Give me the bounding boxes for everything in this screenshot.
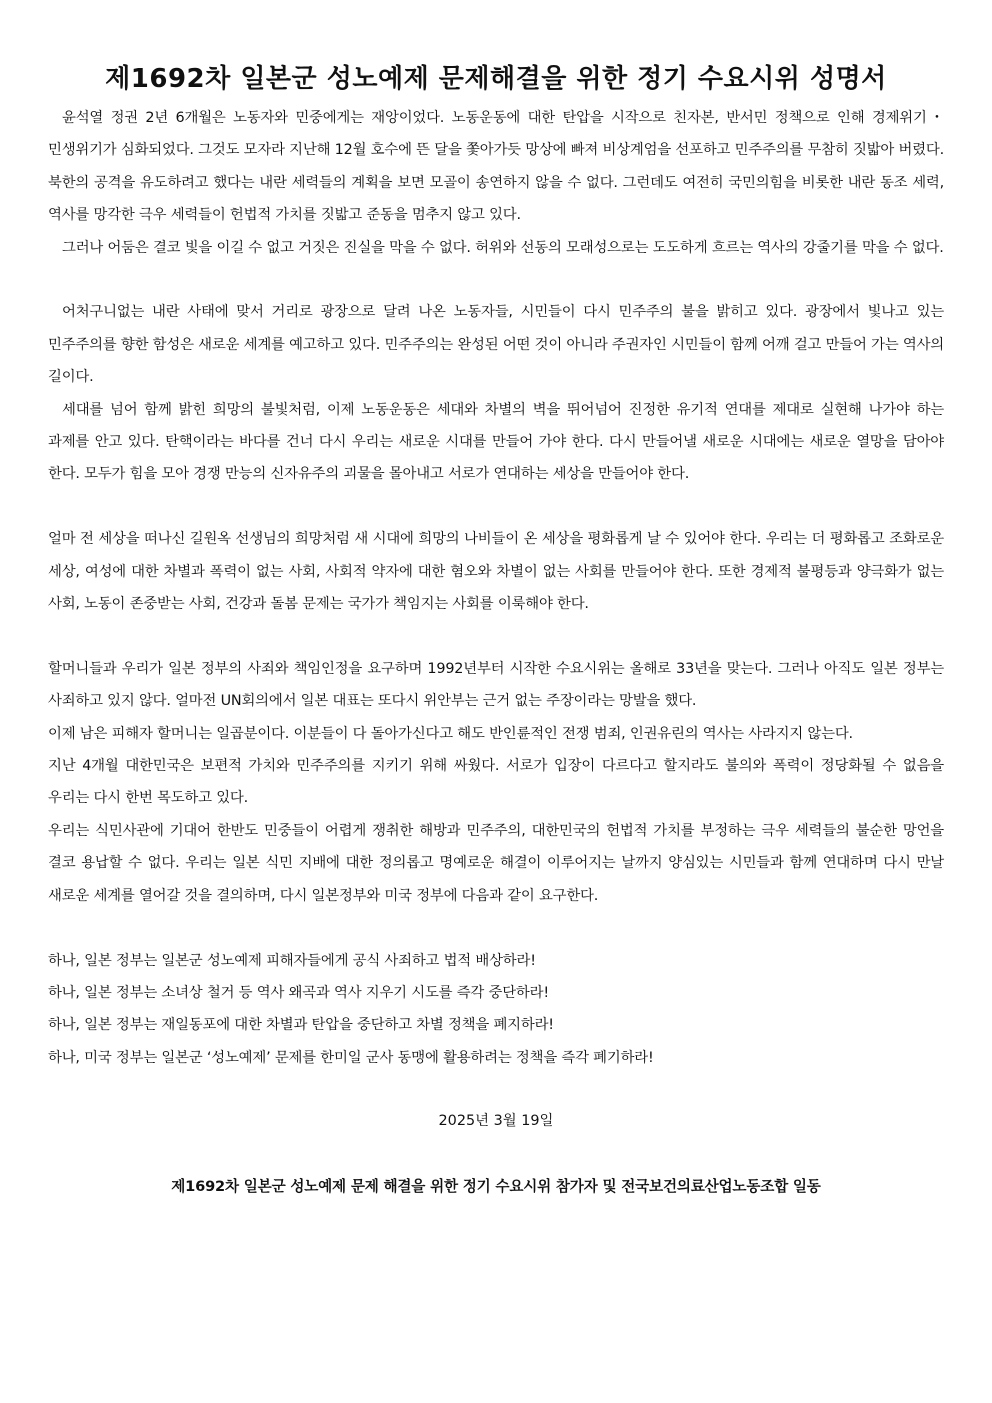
paragraph-6: 할머니들과 우리가 일본 정부의 사죄와 책임인정을 요구하며 1992년부터 시작한 수요시위는 올해로 33년을 맞는다. 그러나 아직도 일본 정부는 사죄하고 있지 않다. 얼마전 UN회의에서 일본 대표는 또다시 위안부는 근거 없는 주장이라는 망발을 했다.: [48, 660, 944, 710]
statement-title: 제1692차 일본군 성노예제 문제해결을 위한 정기 수요시위 성명서: [105, 64, 887, 94]
paragraph-1: 윤석열 정권 2년 6개월은 노동자와 민중에게는 재앙이었다. 노동운동에 대한 탄압을 시작으로 친자본, 반서민 정책으로 인해 경제위기・민생위기가 심화되었다. 그것도 모자라 지난해 12월 호수에 뜬 달을 쫓아가듯 망상에 빠져 비상계엄을 선포하고 민주주의를 무참히 짓밟아 버렸다. 북한의 공격을 유도하려고 했다는 내란 세력들의 계획을 보면 모골이 송연하지 않을 수 없다. 그런데도 여전히 국민의힘을 비롯한 내란 동조 세력, 역사를 망각한 극우 세력들이 헌법적 가치를 짓밟고 준동을 멈추지 않고 있다.: [48, 110, 944, 224]
statement-date: 2025년 3월 19일: [438, 1113, 554, 1130]
paragraph-7: 이제 남은 피해자 할머니는 일곱분이다. 이분들이 다 돌아가신다고 해도 반인륜적인 전쟁 범죄, 인권유린의 역사는 사라지지 않는다.: [48, 725, 853, 742]
spacer: [48, 264, 944, 296]
demand-item-3: 하나, 일본 정부는 재일동포에 대한 차별과 탄압을 중단하고 차별 정책을 폐지하라!: [48, 1017, 554, 1034]
statement-signature: 제1692차 일본군 성노예제 문제 해결을 위한 정기 수요시위 참가자 및 전국보건의료산업노동조합 일동: [171, 1178, 821, 1196]
paragraph-3: 어처구니없는 내란 사태에 맞서 거리로 광장으로 달려 나온 노동자들, 시민들이 다시 민주주의 불을 밝히고 있다. 광장에서 빛나고 있는 민주주의를 향한 함성은 새로운 세계를 예고하고 있다. 민주주의는 완성된 어떤 것이 아니라 주권자인 시민들이 함께 어깨 걸고 만들어 가는 역사의 길이다.: [48, 304, 944, 386]
spacer: [48, 912, 944, 944]
paragraph-8: 지난 4개월 대한민국은 보편적 가치와 민주주의를 지키기 위해 싸웠다. 서로가 입장이 다르다고 할지라도 불의와 폭력이 정당화될 수 없음을 우리는 다시 한번 목도하고 있다.: [48, 758, 944, 807]
statement-page: [48, 60, 944, 1198]
spacer: [48, 491, 944, 523]
demand-item-1: 하나, 일본 정부는 일본군 성노예제 피해자들에게 공식 사죄하고 법적 배상하라!: [48, 952, 536, 969]
demands-list: [48, 945, 944, 1075]
demand-item-4: 하나, 미국 정부는 일본군 ‘성노예제’ 문제를 한미일 군사 동맹에 활용하려는 정책을 즉각 폐기하라!: [48, 1049, 654, 1066]
paragraph-5: 얼마 전 세상을 떠나신 길원옥 선생님의 희망처럼 새 시대에 희망의 나비들이 온 세상을 평화롭게 날 수 있어야 한다. 우리는 더 평화롭고 조화로운 세상, 여성에 대한 차별과 폭력이 없는 사회, 사회적 약자에 대한 혐오와 차별이 없는 사회를 만들어야 한다. 또한 경제적 불평등과 양극화가 없는 사회, 노동이 존중받는 사회, 건강과 돌봄 문제는 국가가 책임지는 사회를 이룩해야 한다.: [48, 531, 944, 613]
paragraph-2: 그러나 어둠은 결코 빛을 이길 수 없고 거짓은 진실을 막을 수 없다. 허위와 선동의 모래성으로는 도도하게 흐르는 역사의 강줄기를 막을 수 없다.: [62, 239, 944, 256]
demand-item-2: 하나, 일본 정부는 소녀상 철거 등 역사 왜곡과 역사 지우기 시도를 즉각 중단하라!: [48, 984, 549, 1001]
paragraph-4: 세대를 넘어 함께 밝힌 희망의 불빛처럼, 이제 노동운동은 세대와 차별의 벽을 뛰어넘어 진정한 유기적 연대를 제대로 실현해 나가야 하는 과제를 안고 있다. 탄핵이라는 바다를 건너 다시 우리는 새로운 시대를 만들어 가야 한다. 다시 만들어낼 새로운 시대에는 새로운 열망을 담아야 한다. 모두가 힘을 모아 경쟁 만능의 신자유주의 괴물을 몰아내고 서로가 연대하는 세상을 만들어야 한다.: [48, 401, 944, 483]
spacer: [48, 620, 944, 652]
paragraph-9: 우리는 식민사관에 기대어 한반도 민중들이 어렵게 쟁취한 해방과 민주주의, 대한민국의 헌법적 가치를 부정하는 극우 세력들의 불순한 망언을 결코 용납할 수 없다. 우리는 일본 식민 지배에 대한 정의롭고 명예로운 해결이 이루어지는 날까지 양심있는 시민들과 함께 연대하며 다시 만날 새로운 세계를 열어갈 것을 결의하며, 다시 일본정부와 미국 정부에 다음과 같이 요구한다.: [48, 822, 944, 904]
